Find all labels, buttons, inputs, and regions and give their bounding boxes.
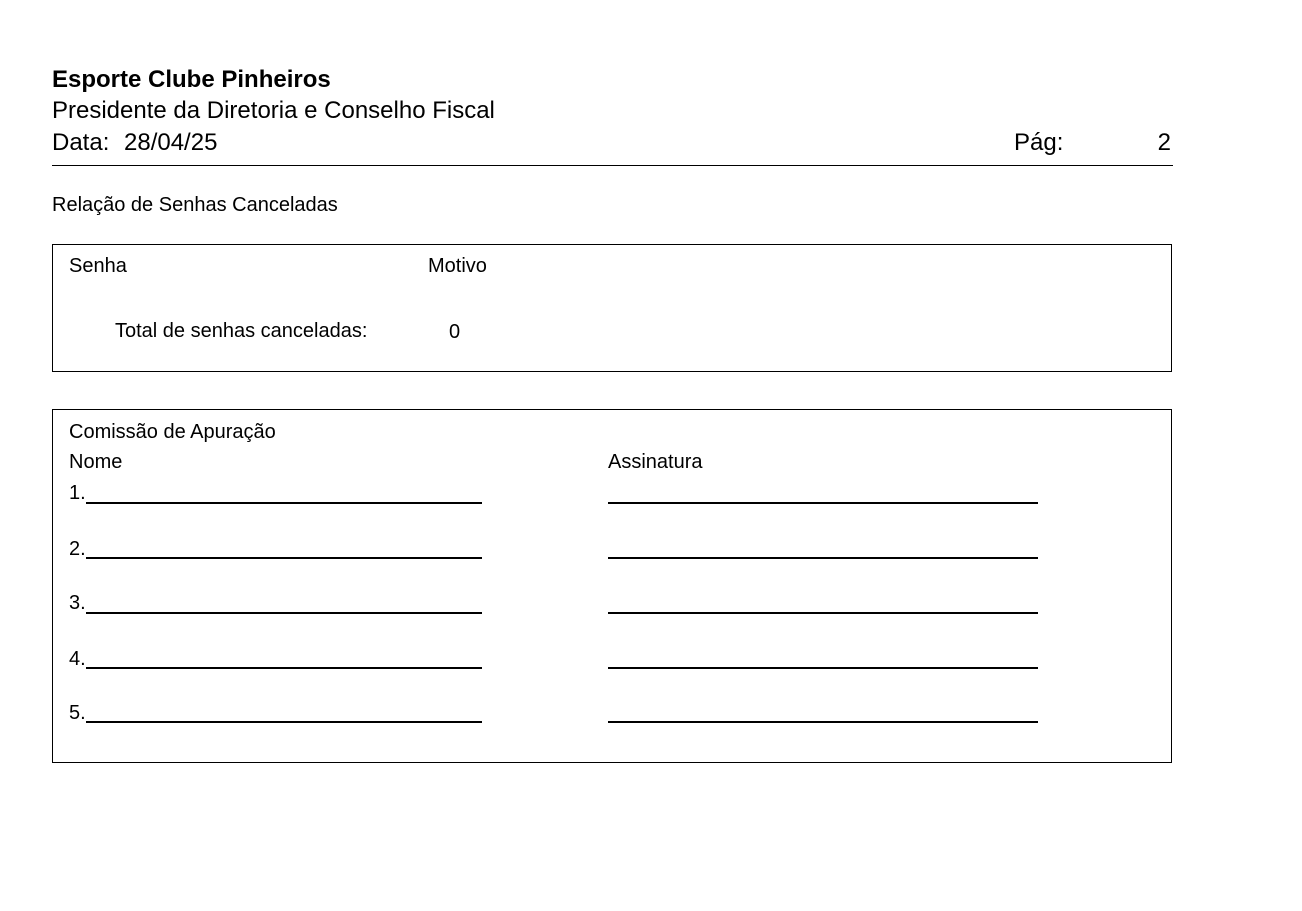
commission-row-number: 3.: [69, 592, 86, 614]
header-divider: [52, 165, 1173, 166]
date-label: Data:: [52, 129, 110, 156]
signature-line: [608, 612, 1038, 614]
commission-title: Comissão de Apuração: [69, 421, 276, 443]
name-line: [86, 667, 482, 669]
organization-name: Esporte Clube Pinheiros: [52, 66, 331, 93]
report-title: Relação de Senhas Canceladas: [52, 194, 338, 216]
name-line: [86, 557, 482, 559]
report-subtitle: Presidente da Diretoria e Conselho Fiscal: [52, 97, 495, 124]
column-header-motivo: Motivo: [428, 255, 487, 277]
signature-line: [608, 502, 1038, 504]
name-line: [86, 502, 482, 504]
cancelled-passwords-table: [52, 244, 1172, 372]
total-cancelled-value: 0: [449, 321, 461, 343]
name-line: [86, 721, 482, 723]
date-value: 28/04/25: [124, 129, 218, 156]
page-number: 2: [1157, 129, 1171, 156]
commission-row-number: 4.: [69, 648, 86, 670]
signature-column-header: Assinatura: [608, 451, 703, 473]
signature-line: [608, 721, 1038, 723]
total-cancelled-label: Total de senhas canceladas:: [115, 320, 368, 342]
commission-row-number: 5.: [69, 702, 86, 724]
signature-line: [608, 557, 1038, 559]
commission-row-number: 1.: [69, 482, 86, 504]
column-header-senha: Senha: [69, 255, 127, 277]
page-label: Pág:: [1014, 129, 1064, 156]
commission-row-number: 2.: [69, 538, 86, 560]
name-column-header: Nome: [69, 451, 123, 473]
name-line: [86, 612, 482, 614]
signature-line: [608, 667, 1038, 669]
